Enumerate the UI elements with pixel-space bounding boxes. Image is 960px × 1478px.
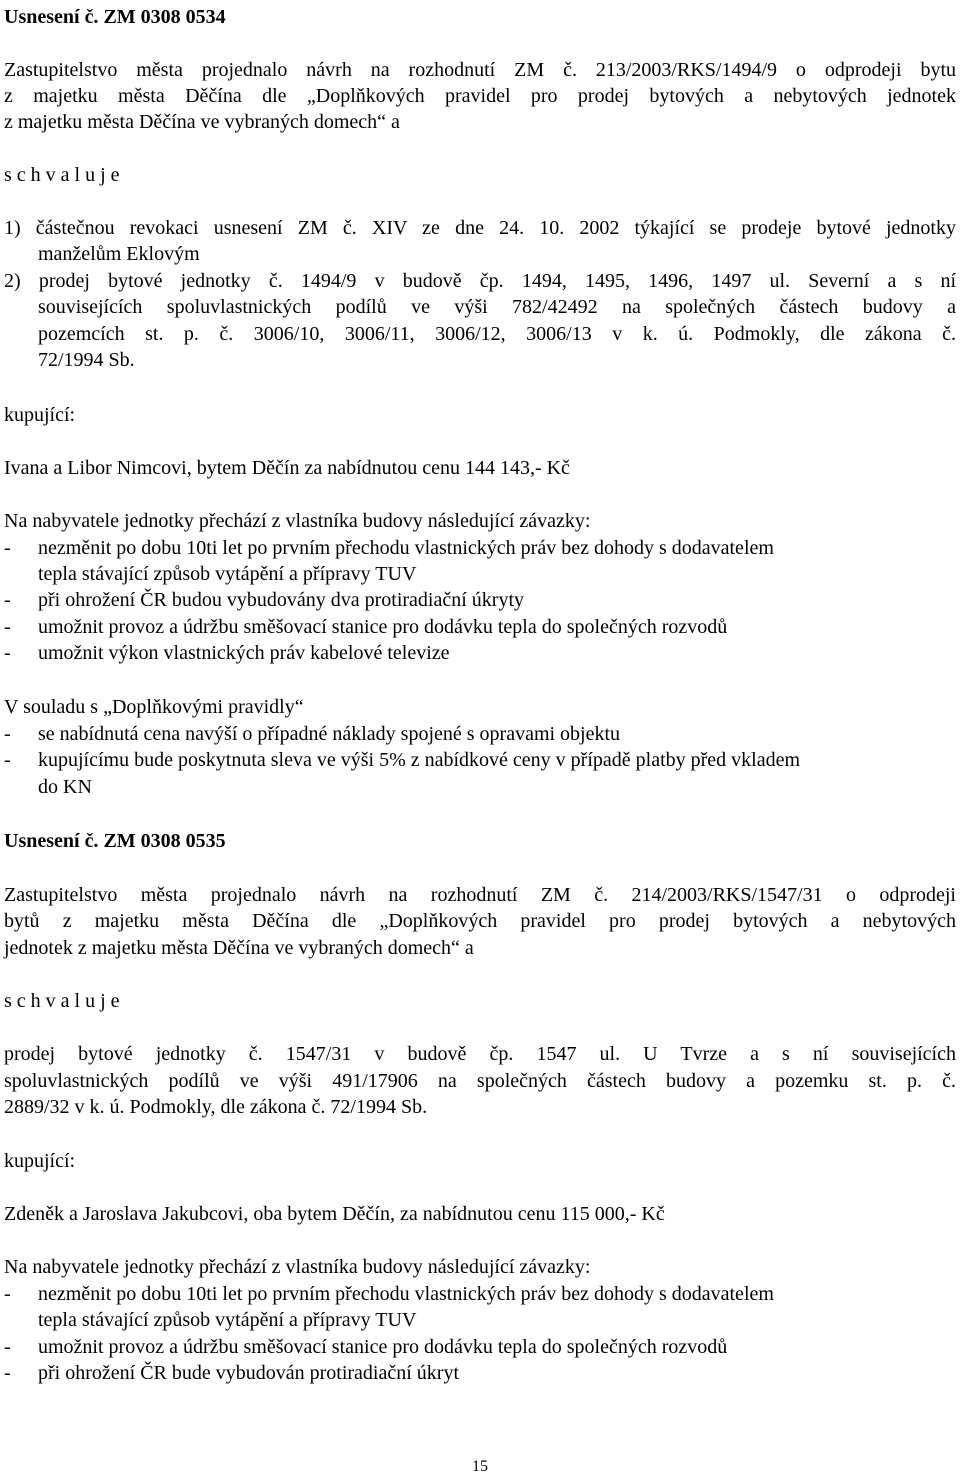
buyer-label: kupující:: [4, 1150, 76, 1172]
obligations-intro: Na nabyvatele jednotky přechází z vlastníka budovy následující závazky:: [4, 1256, 591, 1278]
buyer-text: Zdeněk a Jaroslava Jakubcovi, oba bytem Děčín, za nabídnutou cenu 115 000,- Kč: [4, 1203, 665, 1225]
intro-line: bytů z majetku města Děčína dle „Doplňkových pravidel pro prodej bytových a nebytových: [4, 910, 956, 932]
obligation-text: nezměnit po dobu 10ti let po prvním přechodu vlastnických práv bez dohody s dodavatelem: [38, 1283, 774, 1305]
intro-line: z majetku města Děčína ve vybraných domech“ a: [4, 111, 400, 133]
item-line: 1) částečnou revokaci usnesení ZM č. XIV ze dne 24. 10. 2002 týkající se prodeje bytové jednotky: [4, 217, 956, 239]
intro-line: z majetku města Děčína dle „Doplňkových pravidel pro prodej bytových a nebytových jednotek: [4, 85, 956, 107]
rule-continuation: do KN: [38, 776, 92, 798]
approves-label: s c h v a l u j e: [4, 990, 120, 1012]
obligation-text: umožnit provoz a údržbu směšovací stanice pro dodávku tepla do společných rozvodů: [38, 1336, 728, 1358]
rules-intro: V souladu s „Doplňkovými pravidly“: [4, 696, 304, 718]
intro-line: jednotek z majetku města Děčína ve vybraných domech“ a: [4, 937, 474, 959]
section-heading: Usnesení č. ZM 0308 0535: [4, 830, 226, 852]
rule-text: kupujícímu bude poskytnuta sleva ve výši 5% z nabídkové ceny v případě platby před vkladem: [38, 749, 801, 771]
obligations-intro: Na nabyvatele jednotky přechází z vlastníka budovy následující závazky:: [4, 510, 591, 532]
dash-bullet: -: [4, 589, 11, 611]
obligation-continuation: tepla stávající způsob vytápění a přípravy TUV: [38, 563, 417, 585]
obligation-continuation: tepla stávající způsob vytápění a přípravy TUV: [38, 1309, 417, 1331]
obligation-text: při ohrožení ČR bude vybudován protiradiační úkryt: [38, 1362, 460, 1384]
dash-bullet: -: [4, 749, 11, 771]
item-line: spoluvlastnických podílů ve výši 491/17906 na společných částech budovy a pozemku st. p. č.: [4, 1070, 956, 1092]
dash-bullet: -: [4, 1362, 11, 1384]
dash-bullet: -: [4, 723, 11, 745]
obligation-text: umožnit provoz a údržbu směšovací stanice pro dodávku tepla do společných rozvodů: [38, 616, 728, 638]
item-line: prodej bytové jednotky č. 1547/31 v budově čp. 1547 ul. U Tvrze a s ní souvisejících: [4, 1043, 956, 1065]
item-line: 2) prodej bytové jednotky č. 1494/9 v budově čp. 1494, 1495, 1496, 1497 ul. Severní a s ní: [4, 270, 956, 292]
intro-line: Zastupitelstvo města projednalo návrh na rozhodnutí ZM č. 214/2003/RKS/1547/31 o odprodeji: [4, 884, 956, 906]
dash-bullet: -: [4, 1336, 11, 1358]
dash-bullet: -: [4, 616, 11, 638]
item-line: 2889/32 v k. ú. Podmokly, dle zákona č. 72/1994 Sb.: [4, 1096, 428, 1118]
page-number: 15: [472, 1458, 488, 1475]
intro-line: Zastupitelstvo města projednalo návrh na rozhodnutí ZM č. 213/2003/RKS/1494/9 o odprodeji bytu: [4, 59, 956, 81]
dash-bullet: -: [4, 537, 11, 559]
item-line: 72/1994 Sb.: [38, 349, 135, 371]
obligation-text: umožnit výkon vlastnických práv kabelové televize: [38, 642, 450, 664]
rule-text: se nabídnutá cena navýší o případné náklady spojené s opravami objektu: [38, 723, 621, 745]
item-line: souvisejících spoluvlastnických podílů ve výši 782/42492 na společných částech budovy a: [38, 296, 956, 318]
dash-bullet: -: [4, 1283, 11, 1305]
section-heading: Usnesení č. ZM 0308 0534: [4, 6, 226, 28]
obligation-text: při ohrožení ČR budou vybudovány dva protiradiační úkryty: [38, 589, 525, 611]
item-line: pozemcích st. p. č. 3006/10, 3006/11, 3006/12, 3006/13 v k. ú. Podmokly, dle zákona č.: [38, 323, 956, 345]
buyer-text: Ivana a Libor Nimcovi, bytem Děčín za nabídnutou cenu 144 143,- Kč: [4, 457, 570, 479]
item-line: manželům Eklovým: [38, 243, 200, 265]
buyer-label: kupující:: [4, 404, 76, 426]
dash-bullet: -: [4, 642, 11, 664]
approves-label: s c h v a l u j e: [4, 164, 120, 186]
obligation-text: nezměnit po dobu 10ti let po prvním přechodu vlastnických práv bez dohody s dodavatelem: [38, 537, 774, 559]
